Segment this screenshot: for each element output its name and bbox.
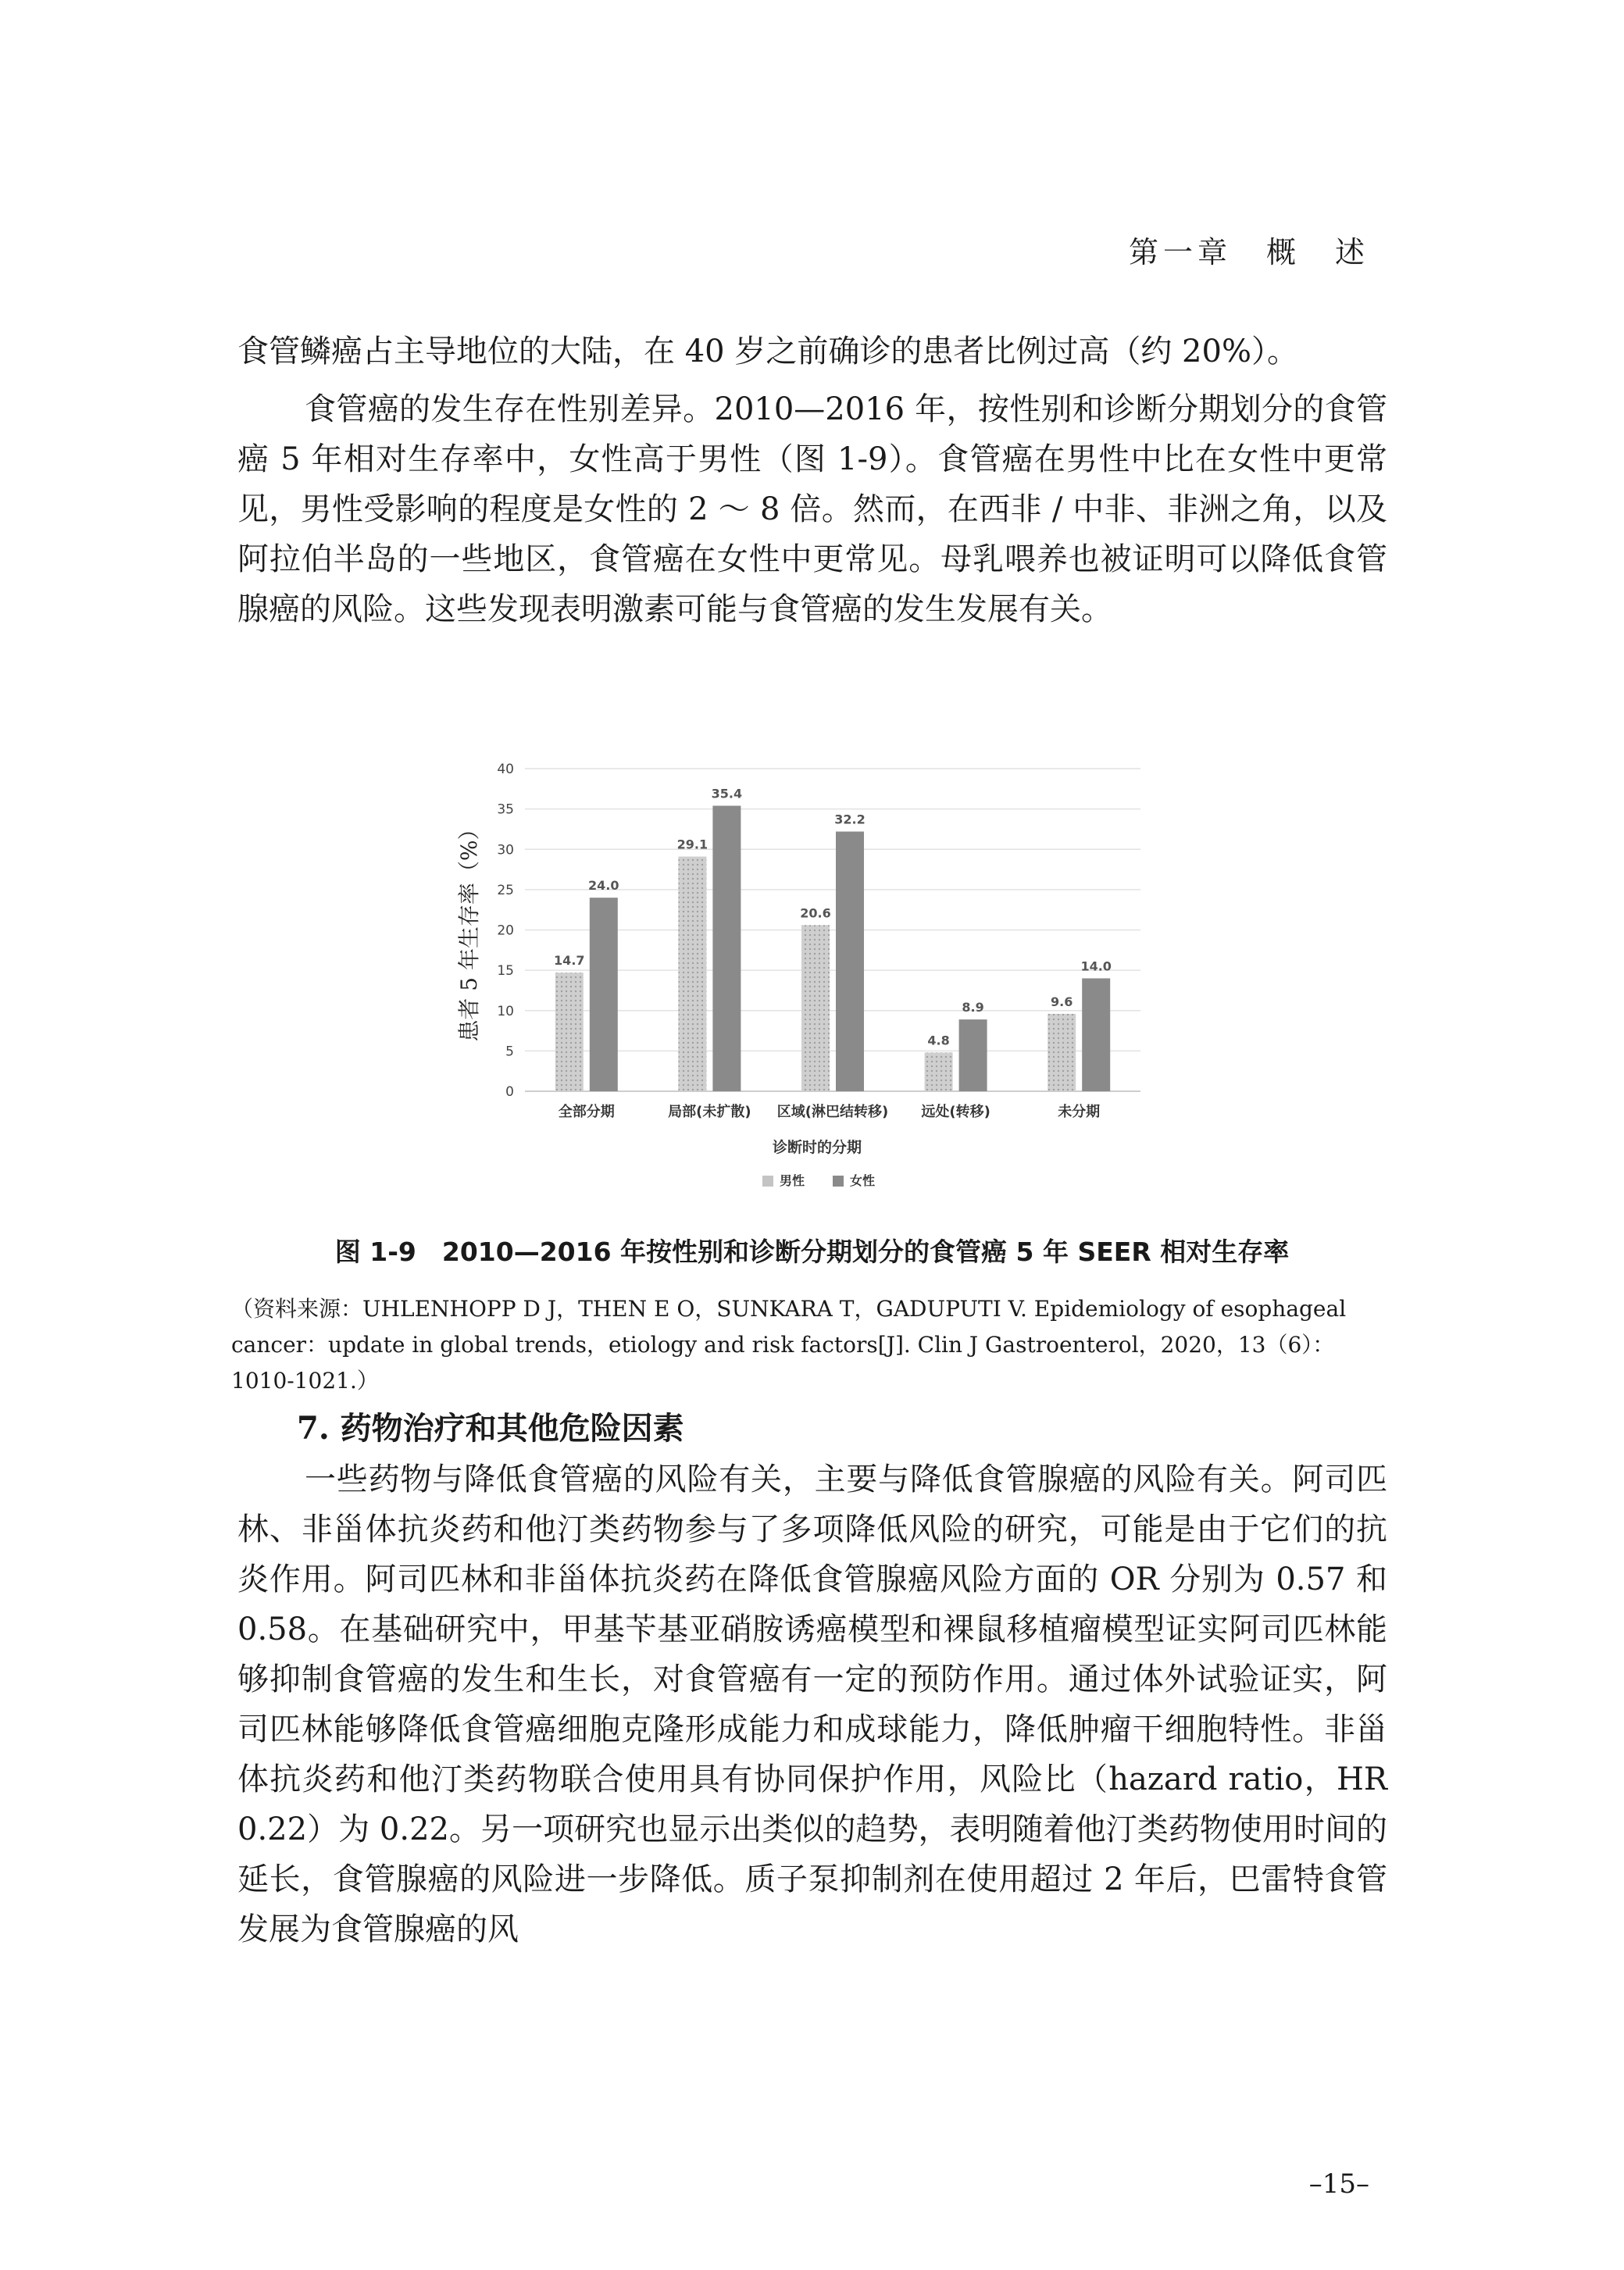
data-label: 29.1 <box>676 837 708 852</box>
data-label: 14.7 <box>554 953 585 969</box>
y-tick-label: 30 <box>497 842 514 858</box>
data-label: 24.0 <box>588 878 619 894</box>
legend-swatch <box>833 1176 844 1187</box>
figure-source-citation: （资料来源：UHLENHOPP D J，THEN E O，SUNKARA T，GADUPUTI V. Epidemiology of esophageal cancer：update in global trends，etiology and risk factors[J]. Clin J Gastroenterol，2020，13（6）：1010-1021.） <box>231 1296 1347 1394</box>
x-axis-label: 诊断时的分期 <box>772 1139 862 1156</box>
data-label: 20.6 <box>800 905 831 921</box>
bar-female <box>959 1019 987 1091</box>
y-tick-label: 5 <box>505 1044 514 1060</box>
y-tick-label: 10 <box>497 1003 514 1019</box>
data-label: 32.2 <box>834 812 866 827</box>
section-heading: 7. 药物治疗和其他危险因素 <box>297 1410 684 1447</box>
chapter-header: 第一章 概 述 <box>1128 235 1369 269</box>
y-tick-label: 15 <box>497 963 514 980</box>
paragraph-drug-therapy: 一些药物与降低食管癌的风险有关，主要与降低食管腺癌的风险有关。阿司匹林、非甾体抗炎药和他汀类药物参与了多项降低风险的研究，可能是由于它们的抗炎作用。阿司匹林和非甾体抗炎药在降低食管腺癌风险方面的 OR 分别为 0.57 和 0.58。在基础研究中，甲基苄基亚硝胺诱癌模型和裸鼠移植瘤模型证实阿司匹林能够抑制食管癌的发生和生长，对食管癌有一定的预防作用。通过体外试验证实，阿司匹林能够降低食管癌细胞克隆形成能力和成球能力，降低肿瘤干细胞特性。非甾体抗炎药和他汀类药物联合使用具有协同保护作用，风险比（hazard ratio，HR 0.22）为 0.22。另一项研究也显示出类似的趋势，表明随着他汀类药物使用时间的延长，食管腺癌的风险进一步降低。质子泵抑制剂在使用超过 2 年后，巴雷特食管发展为食管腺癌的风 <box>237 1462 1387 1947</box>
bar-male <box>1048 1014 1076 1091</box>
bar-female <box>590 898 618 1091</box>
x-tick-label: 未分期 <box>1058 1104 1101 1120</box>
legend-label: 女性 <box>850 1173 876 1188</box>
bar-male <box>925 1052 953 1091</box>
data-label: 8.9 <box>962 1000 984 1015</box>
paragraph-continuation: 食管鳞癌占主导地位的大陆，在 40 岁之前确诊的患者比例过高（约 20%）。 <box>237 334 1298 369</box>
x-tick-label: 远处(转移) <box>921 1104 990 1120</box>
y-axis-label: 患者 5 年生存率（%） <box>456 818 482 1042</box>
y-tick-label: 40 <box>497 762 514 777</box>
y-tick-label: 20 <box>497 923 514 939</box>
x-tick-label: 区域(淋巴结转移) <box>776 1104 889 1120</box>
x-tick-label: 局部(未扩散) <box>668 1104 751 1120</box>
bar-female <box>1082 978 1110 1091</box>
bars <box>555 805 1110 1091</box>
page-number: –15– <box>1308 2168 1369 2200</box>
legend-label: 男性 <box>780 1173 805 1188</box>
bar-male <box>555 973 584 1091</box>
y-tick-label: 25 <box>497 882 514 898</box>
data-label: 9.6 <box>1051 994 1073 1009</box>
chart-text <box>456 762 1112 1188</box>
y-tick-label: 35 <box>497 801 514 818</box>
bar-male <box>801 925 830 1091</box>
bar-male <box>678 857 706 1091</box>
data-label: 14.0 <box>1080 958 1112 974</box>
y-tick-label: 0 <box>505 1084 514 1100</box>
figure-1-9-chart <box>437 750 1187 1234</box>
legend-swatch <box>762 1176 773 1187</box>
bar-chart <box>437 750 1187 1234</box>
x-tick-label: 全部分期 <box>558 1104 615 1120</box>
bar-female <box>712 805 741 1091</box>
paragraph-gender-difference: 食管癌的发生存在性别差异。2010—2016 年，按性别和诊断分期划分的食管癌 5 年相对生存率中，女性高于男性（图 1-9）。食管癌在男性中比在女性中更常见，男性受影响的程度是女性的 2 ～ 8 倍。然而，在西非 / 中非、非洲之角，以及阿拉伯半岛的一些地区，食管癌在女性中更常见。母乳喂养也被证明可以降低食管腺癌的风险。这些发现表明激素可能与食管癌的发生发展有关。 <box>237 391 1387 627</box>
data-label: 35.4 <box>711 786 743 801</box>
data-label: 4.8 <box>927 1033 950 1048</box>
figure-caption: 图 1-9 2010—2016 年按性别和诊断分期划分的食管癌 5 年 SEER 相对生存率 <box>334 1237 1290 1267</box>
bar-female <box>836 832 864 1091</box>
